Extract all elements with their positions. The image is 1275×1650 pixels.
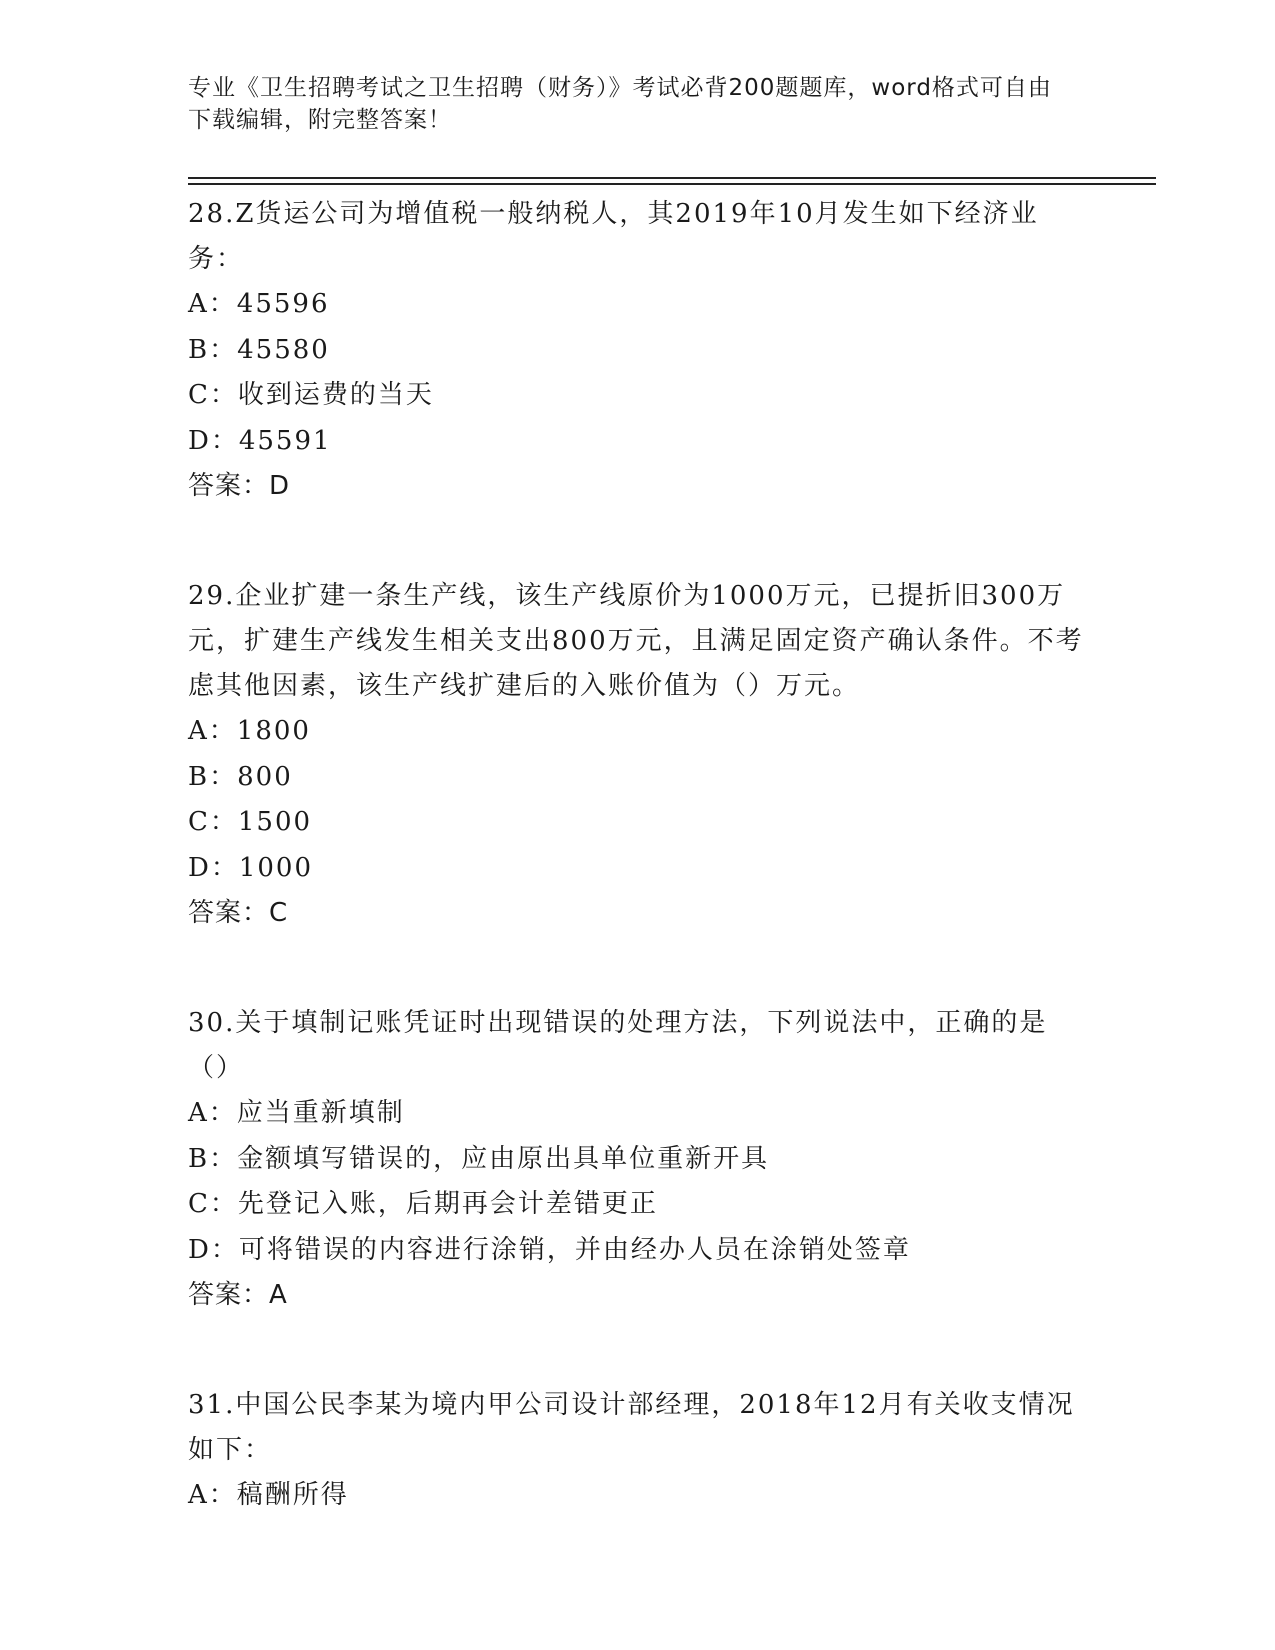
option-c: C：收到运费的当天 — [188, 380, 434, 410]
question-stem: 29.企业扩建一条生产线，该生产线原价为1000万元，已提折旧300万元，扩建生产线发生相关支出800万元，且满足固定资产确认条件。不考虑其他因素，该生产线扩建后的入账价值为（）万元。 — [188, 581, 1084, 701]
question-29 — [188, 574, 1088, 936]
option-a: A：45596 — [188, 289, 330, 319]
option-c: C：先登记入账，后期再会计差错更正 — [188, 1189, 658, 1219]
option-b: B：800 — [188, 761, 293, 792]
option-a: A：应当重新填制 — [188, 1098, 405, 1128]
answer-line: 答案：C — [188, 898, 289, 928]
question-stem: 31.中国公民李某为境内甲公司设计部经理，2018年12月有关收支情况如下： — [188, 1390, 1075, 1465]
document-header: 专业《卫生招聘考试之卫生招聘（财务）》考试必背200题题库，word格式可自由下载编辑，附完整答案！ — [188, 75, 1052, 133]
header-divider-top — [188, 177, 1156, 179]
question-31 — [188, 1383, 1088, 1519]
question-spacer — [188, 509, 1088, 574]
answer-line: 答案：D — [188, 471, 291, 501]
option-d: D：45591 — [188, 425, 332, 456]
header-divider-bottom — [188, 183, 1156, 185]
option-b: B：金额填写错误的，应由原出具单位重新开具 — [188, 1143, 770, 1174]
option-c: C：1500 — [188, 807, 313, 837]
question-list — [188, 192, 1088, 1519]
option-b: B：45580 — [188, 334, 330, 365]
option-d: D：可将错误的内容进行涂销，并由经办人员在涂销处签章 — [188, 1234, 911, 1265]
question-28 — [188, 192, 1088, 509]
question-spacer — [188, 936, 1088, 1001]
question-30 — [188, 1001, 1088, 1318]
answer-line: 答案：A — [188, 1280, 288, 1310]
option-d: D：1000 — [188, 852, 314, 883]
question-spacer — [188, 1318, 1088, 1383]
question-stem: 28.Z货运公司为增值税一般纳税人，其2019年10月发生如下经济业务： — [188, 199, 1039, 274]
option-a: A：1800 — [188, 716, 311, 746]
option-a: A：稿酬所得 — [188, 1480, 349, 1510]
question-stem: 30.关于填制记账凭证时出现错误的处理方法，下列说法中，正确的是（） — [188, 1008, 1048, 1083]
